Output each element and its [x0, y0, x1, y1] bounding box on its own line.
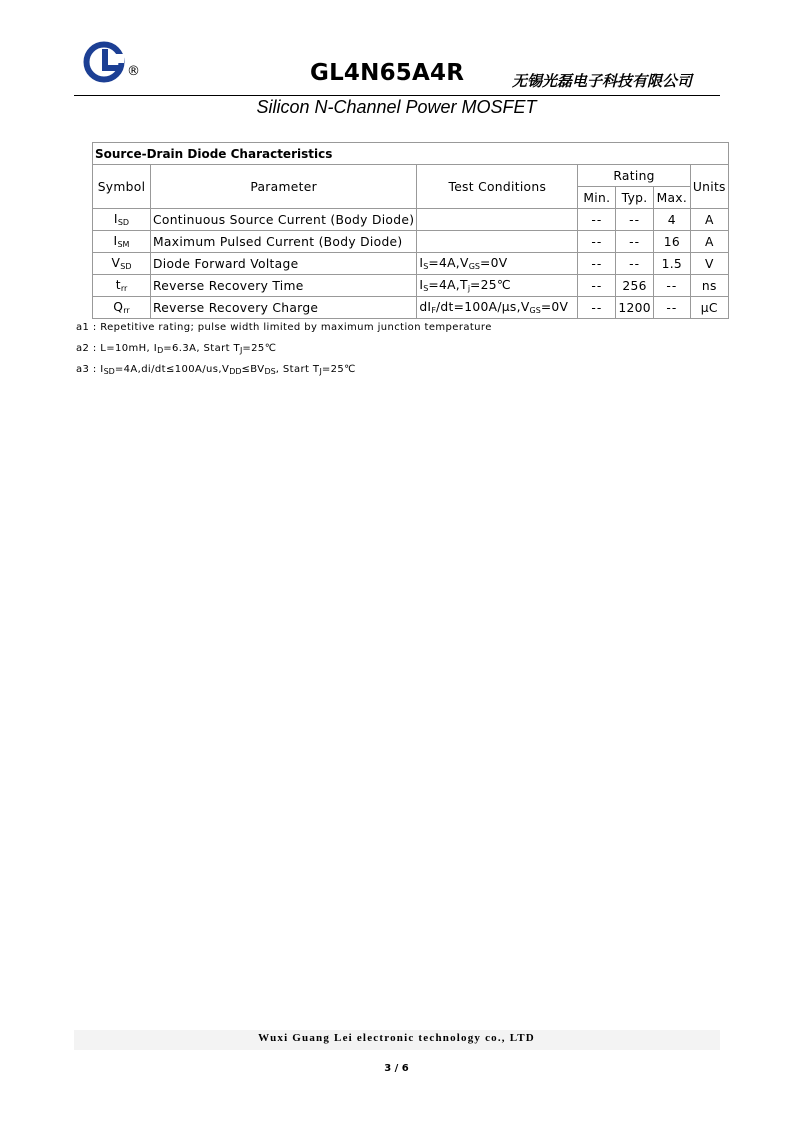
table-row [93, 253, 729, 275]
footnote-a2: a2 : L=10mH, $I_D=6.3A$, Start $T_J=25℃$ [76, 343, 277, 355]
max-cell: -- [653, 297, 690, 319]
max-cell: 16 [653, 231, 690, 253]
footer-company: Wuxi Guang Lei electronic technology co., LTD [258, 1032, 535, 1044]
typ-cell: 256 [616, 275, 654, 297]
min-cell: -- [578, 275, 616, 297]
table-row [93, 231, 729, 253]
header-symbol: Symbol [93, 165, 151, 209]
max-cell: 1.5 [653, 253, 690, 275]
parameter-cell: Reverse Recovery Charge [151, 297, 417, 319]
page-number: 3 / 6 [384, 1063, 409, 1074]
table-title: Source-Drain Diode Characteristics [93, 143, 729, 165]
test-conditions-cell: $I_S=4A,V_{GS}=0V$ [417, 253, 578, 275]
document-subtitle: Silicon N-Channel Power MOSFET [256, 97, 537, 117]
units-cell: μC [690, 297, 728, 319]
units-cell: A [690, 231, 728, 253]
company-logo [82, 40, 126, 84]
company-name-cn: 无锡光磊电子科技有限公司 [512, 72, 693, 90]
max-cell: -- [653, 275, 690, 297]
table-header-row [93, 165, 729, 187]
table-row [93, 275, 729, 297]
symbol-cell: $Q_{rr}$ [93, 297, 151, 319]
min-cell: -- [578, 231, 616, 253]
symbol-cell: $I_{SD}$ [93, 209, 151, 231]
header-typ: Typ. [616, 187, 654, 209]
test-conditions-cell [417, 209, 578, 231]
test-conditions-cell [417, 231, 578, 253]
test-conditions-cell: $dI_F/dt=100A/\mu s,V_{GS}=0V$ [417, 297, 578, 319]
header-rule [74, 95, 720, 96]
parameter-cell: Diode Forward Voltage [151, 253, 417, 275]
header-max: Max. [653, 187, 690, 209]
parameter-cell: Reverse Recovery Time [151, 275, 417, 297]
footnote-a1: a1 : Repetitive rating; pulse width limited by maximum junction temperature [76, 322, 492, 333]
header-min: Min. [578, 187, 616, 209]
parameter-cell: Continuous Source Current (Body Diode) [151, 209, 417, 231]
header-units: Units [690, 165, 728, 209]
min-cell: -- [578, 253, 616, 275]
units-cell: V [690, 253, 728, 275]
header-test-conditions: Test Conditions [417, 165, 578, 209]
units-cell: ns [690, 275, 728, 297]
parameter-cell: Maximum Pulsed Current (Body Diode) [151, 231, 417, 253]
typ-cell: -- [616, 231, 654, 253]
part-number: GL4N65A4R [310, 60, 465, 86]
source-drain-diode-table [92, 142, 729, 319]
symbol-cell: $I_{SM}$ [93, 231, 151, 253]
typ-cell: 1200 [616, 297, 654, 319]
symbol-cell: $t_{rr}$ [93, 275, 151, 297]
test-conditions-cell: $I_S=4A,T_j=25℃$ [417, 275, 578, 297]
table-row [93, 297, 729, 319]
header-parameter: Parameter [151, 165, 417, 209]
header-rating: Rating [578, 165, 691, 187]
typ-cell: -- [616, 253, 654, 275]
table-title-row [93, 143, 729, 165]
max-cell: 4 [653, 209, 690, 231]
symbol-cell: $V_{SD}$ [93, 253, 151, 275]
min-cell: -- [578, 297, 616, 319]
footnote-a3: a3 : $I_{SD}=4A,di/dt\le 100A/us,V_{DD}\le BV_{DS}$, Start $T_J=25℃$ [76, 364, 356, 376]
table-row [93, 209, 729, 231]
units-cell: A [690, 209, 728, 231]
min-cell: -- [578, 209, 616, 231]
registered-mark: ® [127, 64, 140, 79]
typ-cell: -- [616, 209, 654, 231]
